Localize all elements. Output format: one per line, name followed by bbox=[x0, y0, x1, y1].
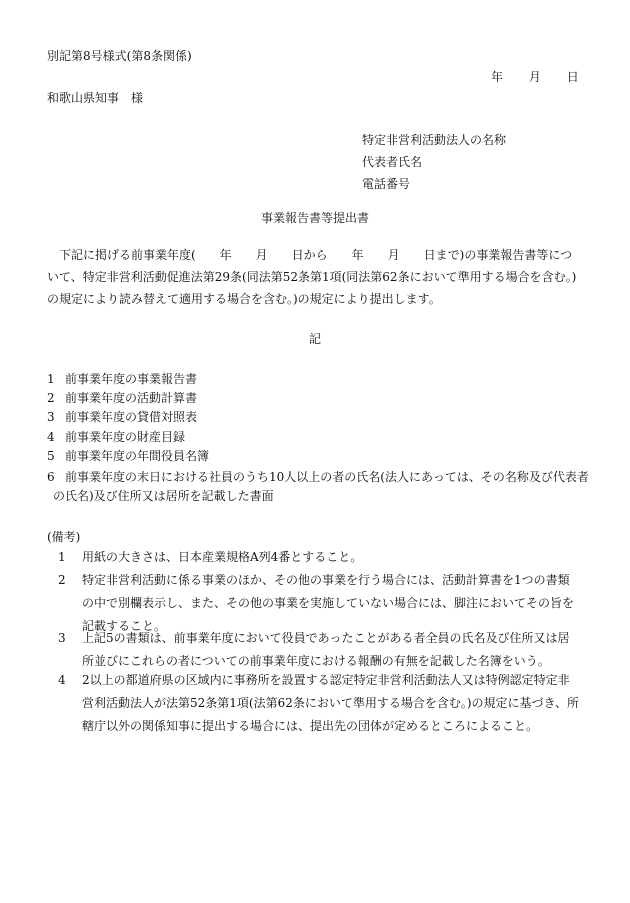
note-number: 2 bbox=[58, 573, 66, 587]
item-text: 前事業年度の年間役員名簿 bbox=[65, 449, 210, 463]
list-item bbox=[47, 408, 197, 426]
org-name-label: 特定非営利活動法人の名称 bbox=[362, 133, 507, 147]
list-item bbox=[47, 428, 185, 446]
item-number: 5 bbox=[47, 449, 55, 463]
form-label: 別記第8号様式(第8条関係) bbox=[47, 49, 192, 63]
note-text: 特定非営利活動に係る事業のほか、その他の事業を行う場合には、活動計算書を1つの書類の中で別欄表示し、また、その他の事業を実施していない場合には、脚注においてその旨を記載すること。 bbox=[82, 573, 575, 633]
item-number: 6 bbox=[47, 470, 55, 484]
item-text: 前事業年度の活動計算書 bbox=[65, 391, 198, 405]
date-year: 年 bbox=[491, 70, 504, 84]
ki-heading: 記 bbox=[308, 332, 321, 346]
list-item bbox=[47, 389, 197, 407]
item-text: 前事業年度の末日における社員のうち10人以上の者の氏名(法人にあっては、その名称及び代表者 bbox=[65, 470, 589, 484]
list-item bbox=[47, 370, 197, 388]
list-item-continuation: の氏名)及び住所又は居所を記載した書面 bbox=[53, 489, 274, 503]
phone-label: 電話番号 bbox=[362, 177, 411, 191]
item-number: 3 bbox=[47, 410, 55, 424]
note-text: 2以上の都道府県の区域内に事務所を設置する認定特定非営利活動法人又は特例認定特定非営利活動法人が法第52条第1項(法第62条において準用する場合を含む。)の規定に基づき、所轄庁以外の関係知事に提出する場合には、提出先の団体が定めるところによること。 bbox=[82, 673, 580, 733]
document-title: 事業報告書等提出書 bbox=[260, 211, 369, 225]
addressee: 和歌山県知事 様 bbox=[47, 91, 144, 105]
item-number: 2 bbox=[47, 391, 55, 405]
date-day: 日 bbox=[566, 70, 579, 84]
intro-paragraph: 下記に掲げる前事業年度( 年 月 日から 年 月 日まで)の事業報告書等について、特定非営利活動促進法第29条(同法第52条第1項(同法第62条において準用する場合を含む。)の規定により読み替えて適用する場合を含む。)の規定により提出します。 bbox=[47, 248, 577, 306]
item-number: 4 bbox=[47, 430, 55, 444]
note-text: 用紙の大きさは、日本産業規格A列4番とすること。 bbox=[82, 550, 363, 564]
note-number: 4 bbox=[58, 673, 66, 687]
item-text: 前事業年度の事業報告書 bbox=[65, 372, 198, 386]
applicant-block bbox=[362, 129, 506, 195]
note-item bbox=[58, 627, 580, 673]
list-item bbox=[47, 468, 589, 486]
item-text: 前事業年度の財産目録 bbox=[65, 430, 186, 444]
note-item bbox=[58, 669, 580, 738]
item-number: 1 bbox=[47, 372, 55, 386]
list-item bbox=[47, 447, 209, 465]
date-month: 月 bbox=[528, 70, 541, 84]
date-line bbox=[491, 68, 579, 86]
note-item bbox=[58, 546, 580, 569]
note-text: 上記5の書類は、前事業年度において役員であったことがある者全員の氏名及び住所又は居所並びにこれらの者についての前事業年度における報酬の有無を記載した名簿をいう。 bbox=[82, 631, 570, 668]
rep-name-label: 代表者氏名 bbox=[362, 155, 423, 169]
note-number: 1 bbox=[58, 550, 66, 564]
item-text: 前事業年度の貸借対照表 bbox=[65, 410, 198, 424]
note-number: 3 bbox=[58, 631, 66, 645]
notes-heading: (備考) bbox=[47, 530, 81, 544]
